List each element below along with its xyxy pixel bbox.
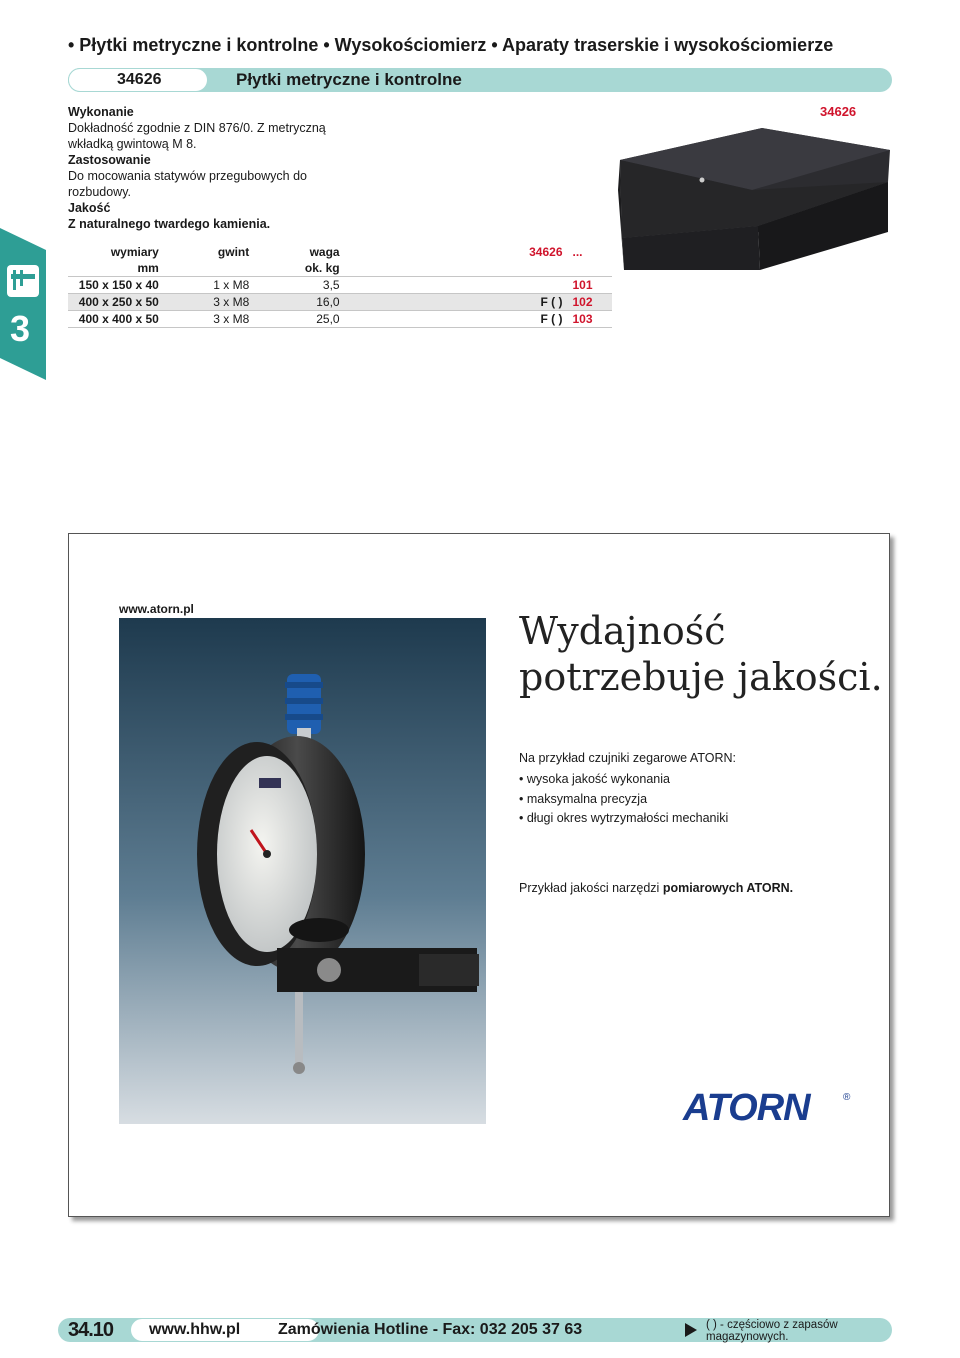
zastosowanie-text: Do mocowania statywów przegubowych do rozbudowy.: [68, 169, 308, 199]
jakosc-label: Jakość: [68, 201, 111, 215]
atorn-logo-mark: ®: [843, 1092, 851, 1103]
row-weight: 16,0: [249, 294, 339, 311]
row-dims: 400 x 250 x 50: [68, 294, 159, 311]
ad-intro: Na przykład czujniki zegarowe ATORN:: [519, 751, 736, 765]
atorn-logo: [679, 1086, 859, 1126]
header-artno: 34626: [529, 245, 563, 259]
granite-plate-image: [612, 120, 896, 280]
specification-table: [68, 244, 612, 328]
product-description: [68, 104, 328, 232]
table-header-row: [68, 244, 612, 260]
row-flag: F ( ): [340, 294, 563, 311]
row-dims: 150 x 150 x 40: [68, 277, 159, 294]
header-weight-unit: ok. kg: [304, 261, 340, 275]
ad-headline-line1: Wydajność: [519, 609, 726, 653]
section-title: Płytki metryczne i kontrolne: [236, 70, 462, 89]
row-thread: 3 x M8: [159, 311, 249, 328]
wykonanie-text: Dokładność zgodnie z DIN 876/0. Z metryczną wkładką gwintową M 8.: [68, 121, 326, 151]
header-dims: wymiary: [110, 245, 159, 259]
atorn-advertisement: [68, 533, 890, 1217]
ad-headline-line2: potrzebuje jakości.: [519, 655, 883, 699]
ad-example-bold: pomiarowych ATORN.: [662, 881, 794, 895]
page-breadcrumb: • Płytki metryczne i kontrolne • Wysokościomierz • Aparaty traserskie i wysokościomierze: [68, 35, 834, 55]
ad-example-text: [519, 881, 793, 895]
jakosc-text: Z naturalnego twardego kamienia.: [68, 217, 271, 231]
row-thread: 1 x M8: [159, 277, 249, 294]
ad-example-prefix: Przykład jakości narzędzi: [519, 881, 663, 895]
wykonanie-label: Wykonanie: [68, 105, 134, 119]
header-suffix: ...: [572, 245, 583, 259]
row-code: 102: [563, 294, 613, 311]
row-code: 101: [563, 277, 613, 294]
header-thread: gwint: [217, 245, 250, 259]
table-row: [68, 294, 612, 311]
chapter-number: 3: [10, 308, 31, 349]
ad-url: www.atorn.pl: [119, 602, 194, 616]
row-weight: 25,0: [249, 311, 339, 328]
footer-stock-note: ( ) - częściowo z zapasów magazynowych.: [706, 1319, 838, 1343]
row-dims: 400 x 400 x 50: [68, 311, 159, 328]
atorn-logo-text: ATORN: [683, 1087, 810, 1126]
section-header-bar: [68, 68, 892, 92]
dial-gauge-photo: [119, 618, 486, 1124]
footer-hotline: Zamówienia Hotline - Fax: 032 205 37 63: [278, 1321, 583, 1338]
ad-headline: [519, 608, 883, 700]
table-row: [68, 311, 612, 328]
list-item: • maksymalna precyzja: [519, 791, 648, 806]
section-number: 34626: [68, 68, 208, 92]
list-item: • wysoka jakość wykonania: [519, 772, 670, 786]
page-number: 34.10: [68, 1319, 114, 1341]
row-flag: [340, 277, 563, 294]
header-dims-unit: mm: [137, 261, 159, 275]
footer-website-link[interactable]: www.hhw.pl: [130, 1318, 320, 1342]
row-weight: 3,5: [249, 277, 339, 294]
row-thread: 3 x M8: [159, 294, 249, 311]
row-code: 103: [563, 311, 613, 328]
page-footer: [58, 1318, 892, 1342]
caliper-icon: [6, 264, 40, 298]
ad-bullet-list: [519, 770, 728, 829]
row-flag: F ( ): [340, 311, 563, 328]
chapter-side-tab: [0, 228, 46, 380]
table-row: [68, 277, 612, 294]
list-item: • długi okres wytrzymałości mechaniki: [519, 811, 729, 825]
header-weight: waga: [309, 245, 340, 259]
table-unit-row: [68, 260, 612, 277]
product-image-article-number: 34626: [820, 104, 857, 119]
zastosowanie-label: Zastosowanie: [68, 153, 151, 167]
play-arrow-icon: [685, 1323, 697, 1337]
